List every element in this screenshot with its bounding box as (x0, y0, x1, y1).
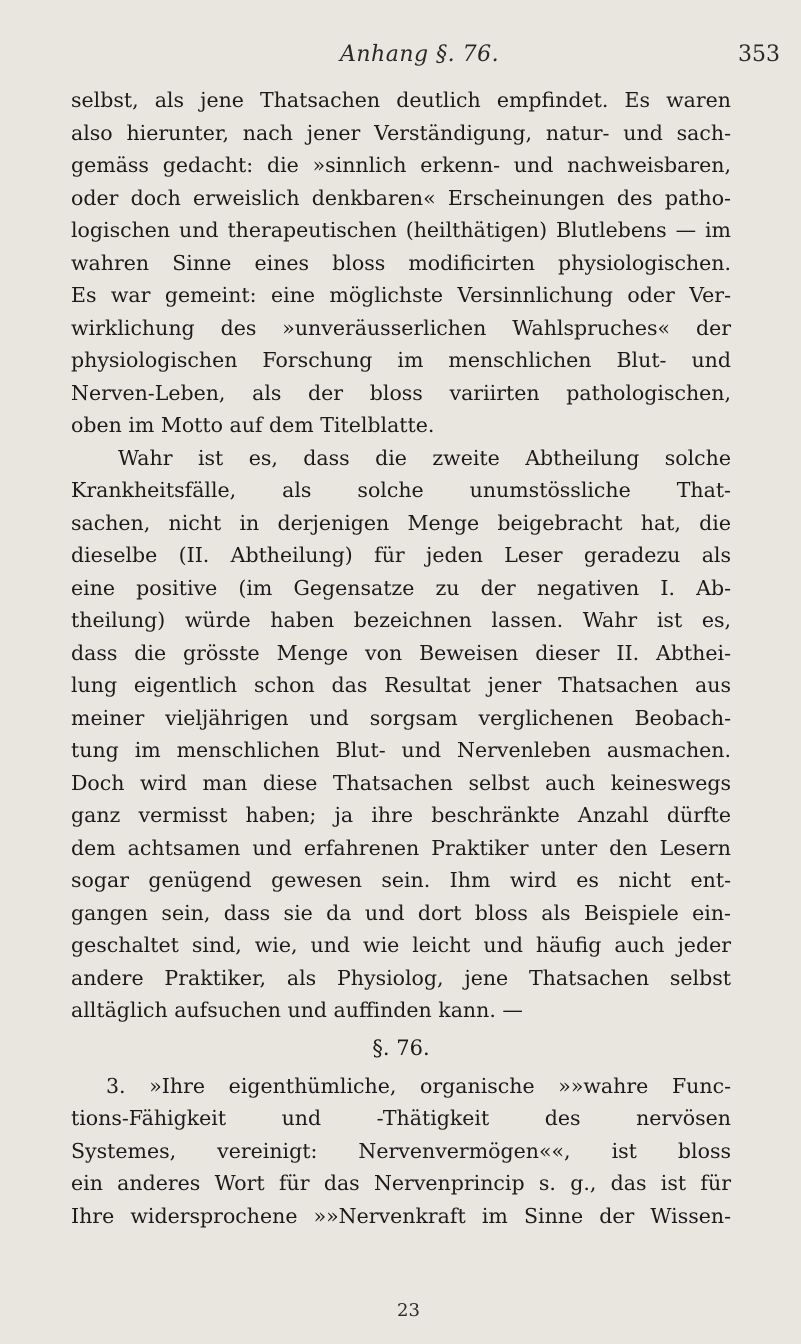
text-line: gemäss gedacht: die »sinnlich erkenn- und nachweisbaren, (71, 153, 731, 177)
text-line: tung im menschlichen Blut- und Nervenleben ausmachen. (71, 738, 731, 762)
text-line: lung eigentlich schon das Resultat jener Thatsachen aus (71, 673, 731, 697)
text-line: geschaltet sind, wie, und wie leicht und häufig auch jeder (71, 933, 731, 957)
text-line: ganz vermisst haben; ja ihre beschränkte Anzahl dürfte (71, 803, 731, 827)
text-line: dass die grösste Menge von Beweisen dieser II. Abthei- (71, 640, 731, 665)
text-line: alltäglich aufsuchen und auffinden kann. — (71, 998, 523, 1022)
text-line: Systemes, vereinigt: Nervenvermögen««, ist bloss (71, 1138, 731, 1163)
text-line: wirklichung des »unveräusserlichen Wahlspruches« der (71, 315, 731, 340)
text-line: dieselbe (II. Abtheilung) für jeden Leser geradezu als (71, 543, 731, 567)
text-line: tions-Fähigkeit und -Thätigkeit des nervösen (71, 1106, 731, 1130)
text-line: physiologischen Forschung im menschlichen Blut- und (71, 348, 731, 372)
text-line: gangen sein, dass sie da und dort bloss als Beispiele ein- (71, 900, 731, 925)
section-heading: §. 76. (372, 1035, 430, 1060)
text-line: Doch wird man diese Thatsachen selbst auch keineswegs (71, 770, 731, 795)
text-line: selbst, als jene Thatsachen deutlich empfindet. Es waren (71, 88, 731, 112)
text-line: sogar genügend gewesen sein. Ihm wird es nicht ent- (71, 868, 731, 892)
text-line: dem achtsamen und erfahrenen Praktiker unter den Lesern (71, 835, 731, 860)
text-line: oben im Motto auf dem Titelblatte. (71, 413, 435, 437)
signature-mark: 23 (397, 1300, 420, 1321)
text-line: sachen, nicht in derjenigen Menge beigebracht hat, die (71, 510, 731, 535)
body-text (71, 84, 731, 1232)
running-title: Anhang §. 76. (340, 42, 500, 67)
text-line: 3. »Ihre eigenthümliche, organische »»wahre Func- (106, 1073, 731, 1098)
text-line: meiner vieljährigen und sorgsam verglichenen Beobach- (71, 705, 731, 730)
text-line: andere Praktiker, als Physiolog, jene Thatsachen selbst (71, 965, 731, 990)
text-line: Es war gemeint: eine möglichste Versinnlichung oder Ver- (71, 283, 731, 307)
text-line: Krankheitsfälle, als solche unumstössliche That- (71, 478, 731, 502)
text-line: oder doch erweislich denkbaren« Erscheinungen des patho- (71, 185, 731, 210)
text-line: wahren Sinne eines bloss modificirten physiologischen. (71, 250, 731, 275)
text-line: Nerven-Leben, als der bloss variirten pathologischen, (71, 380, 731, 405)
text-line: theilung) würde haben bezeichnen lassen. Wahr ist es, (71, 608, 731, 632)
text-line: eine positive (im Gegensatze zu der negativen I. Ab- (71, 575, 731, 600)
text-line: logischen und therapeutischen (heilthätigen) Blutlebens — im (71, 218, 731, 242)
text-line: Wahr ist es, dass die zweite Abtheilung solche (118, 445, 731, 470)
text-line: also hierunter, nach jener Verständigung, natur- und sach- (71, 120, 731, 145)
text-line: ein anderes Wort für das Nervenprincip s. g., das ist für (71, 1171, 731, 1195)
page-number: 353 (738, 42, 780, 67)
text-line: Ihre widersprochene »»Nervenkraft im Sinne der Wissen- (71, 1203, 731, 1228)
page-header (0, 38, 801, 78)
